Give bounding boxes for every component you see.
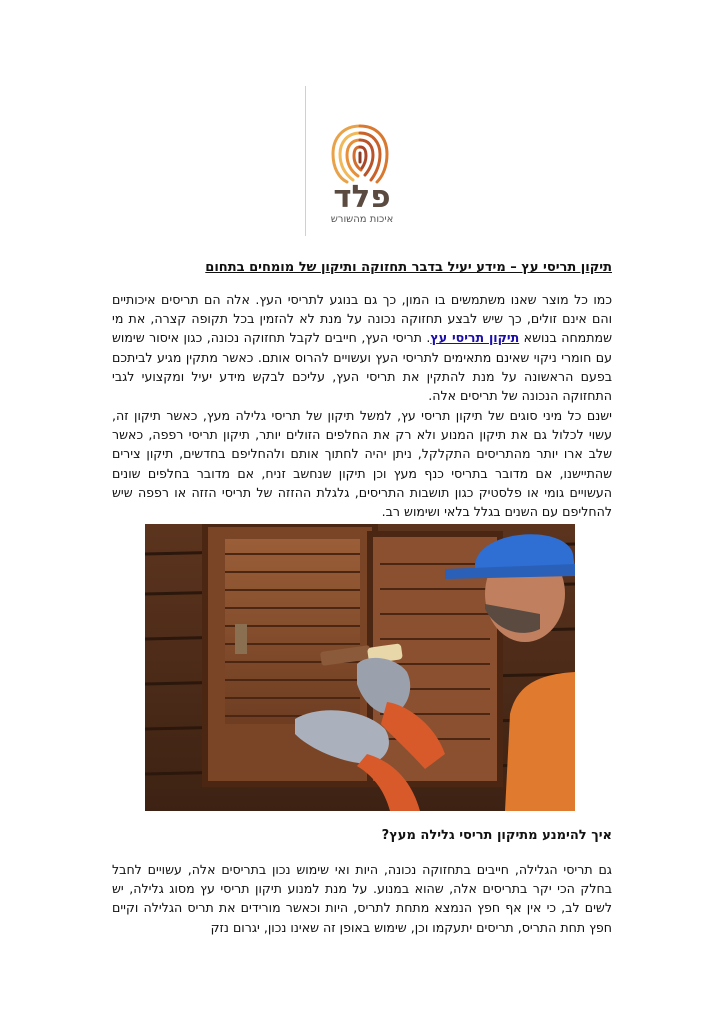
paragraph-roller-shutters-text: גם תריסי הגלילה, חייבים בתחזוקה נכונה, היות ואי שימוש נכון בתריסים אלה, עשויים לחבל בחלק הכי יקר בתריסים אלה, שהוא במנוע. על מנת למנוע תיקון תריסי עץ מסוג גלילה, יש לשים לב, כי אין אף חפץ הנמצא מתחת לתריס, היות וכאשר מורידים את תריס הגלילה וקיים חפץ תחת התריס, תריסים יתעקמו וכן, שימוש באופן זה שאינו נכון, יגרום נזק [112, 862, 612, 935]
paragraph-intro [112, 290, 612, 405]
paragraph-roller-shutters [112, 860, 612, 937]
paragraph-intro-end: . תריסי העץ, חייבים לקבל תחזוקה נכונה, כגון איסור שימוש עם חומרי ניקוי שאינם מתאימים לתריסי העץ ועשויים להרוס אותם. כאשר מתקין מגיע לביתכם בפעם הראשונה על מנת להתקין את תריסי העץ, עליכם לבקש מידע יעיל ומקצועי לגבי התחזוקה הנכונה של תריסים אלה. [112, 330, 612, 404]
paragraph-intro-start: כמו כל מוצר שאנו משתמשים בו המון, כך גם בנוגע לתריסי העץ. אלה הם תריסים איכותיים והם אינם זולים, כך שיש לבצע תחזוקה נכונה על מנת לא להזמין בכל תקופה קצרה, את מי שמתמחה בנושא [112, 292, 612, 346]
wood-shutter-repair-link[interactable]: תיקון תריסי עץ [430, 330, 520, 346]
logo-wordmark: פלד [333, 179, 391, 215]
fingerprint-logo-icon [325, 118, 395, 186]
subheading-prevent-roller-repair: איך להימנע מתיקון תריסי גלילה מעץ? [381, 828, 612, 843]
paragraph-repair-types [112, 406, 612, 521]
logo-tagline: איכות מהשורש [330, 214, 394, 225]
paragraph-repair-types-text: ישנם כל מיני סוגים של תיקון תריסי עץ, למשל תיקון של תריסי גלילה מעץ, כאשר תיקון זה, עשוי לכלול גם את תיקון המנוע ולא רק את החלפים הזולים יותר, תיקון תריסי רפפה, כאשר שלב ארו יותר מהתריסים התקלקל, ניתן יהיה לחתוך אותם ולהחליפם בחדשים, תיקון צירים שהתיישנו, אם מדובר בתריסי כנף מעץ וכן תיקון שנחשב זניח, אם מדובר בחלפים שונים העשויים גומי או פלסטיק כגון תושבות התריסים, גלגלת ההזזה של תריסי הזזה או רפפה שיש להחליפם עם השנים בגלל בלאי ושימוש רב. [112, 408, 612, 520]
shutter-painting-photo [145, 524, 575, 811]
logo-divider [305, 86, 306, 236]
article-title: תיקון תריסי עץ – מידע יעיל בדבר תחזוקה ותיקון של מומחים בתחום [205, 260, 612, 275]
